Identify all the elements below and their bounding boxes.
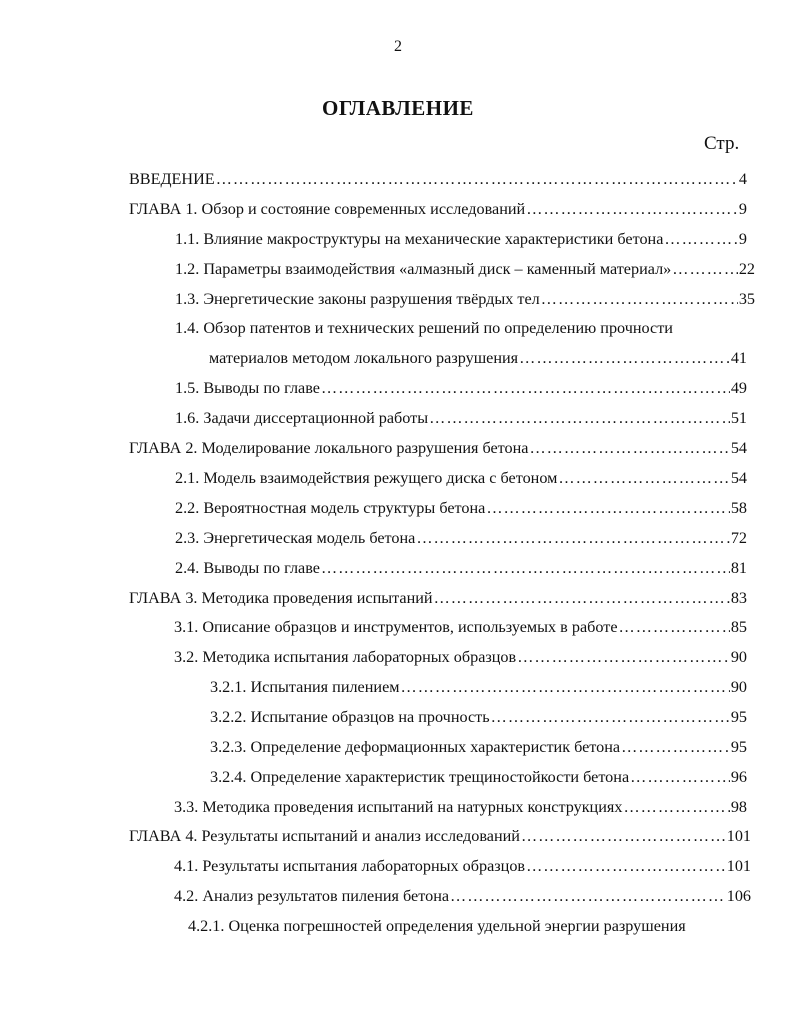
toc-entry[interactable] (175, 403, 747, 433)
toc-entry[interactable] (210, 702, 747, 732)
toc-leader (216, 164, 738, 194)
toc-entry-text: 4.1. Результаты испытания лабораторных образцов (174, 857, 526, 875)
toc-entry-text: 1.2. Параметры взаимодействия «алмазный диск – каменный материал» (175, 260, 672, 278)
toc-leader (619, 612, 730, 642)
toc-leader (558, 463, 729, 493)
toc-entry-page: 83 (730, 589, 747, 607)
toc-entry-page: 101 (726, 857, 751, 875)
toc-entry[interactable] (129, 583, 747, 613)
page-column-label: Стр. (704, 133, 740, 154)
toc-leader (486, 493, 729, 523)
toc-entry[interactable] (175, 284, 755, 314)
toc-leader (664, 224, 738, 254)
toc-leader (541, 284, 738, 314)
toc-entry-text: 2.4. Выводы по главе (175, 559, 320, 577)
toc-leader (450, 881, 726, 911)
toc-entry-page: 35 (738, 290, 755, 308)
toc-leader (621, 732, 730, 762)
toc-leader (519, 343, 730, 373)
toc-entry[interactable] (129, 433, 747, 463)
toc-entry-page: 90 (730, 648, 747, 666)
toc-leader (623, 792, 729, 822)
toc-entry-text: ГЛАВА 2. Моделирование локального разрушения бетона (129, 439, 529, 457)
toc-entry-text: 2.2. Вероятностная модель структуры бетона (175, 499, 486, 517)
toc-entry-text-continued: материалов методом локального разрушения (209, 349, 519, 367)
toc-leader (521, 821, 726, 851)
toc-entry[interactable] (129, 194, 747, 224)
toc-leader (321, 553, 730, 583)
toc-entry-text: 1.5. Выводы по главе (175, 379, 320, 397)
toc-entry-page: 95 (730, 708, 747, 726)
toc-entry-text: ВВЕДЕНИЕ (129, 170, 215, 188)
toc-entry-page: 22 (738, 260, 755, 278)
toc-leader (526, 194, 738, 224)
toc-entry-text: 3.2.3. Определение деформационных характеристик бетона (210, 738, 621, 756)
toc-entry-page: 51 (730, 409, 747, 427)
toc-entry-page: 90 (730, 678, 747, 696)
toc-entry-text: 3.1. Описание образцов и инструментов, используемых в работе (174, 618, 618, 636)
toc-entry-text[interactable]: 4.2.1. Оценка погрешностей определения удельной энергии разрушения (188, 917, 686, 935)
toc-leader (321, 373, 730, 403)
toc-entry[interactable] (175, 373, 747, 403)
toc-entry-page: 41 (730, 349, 747, 367)
toc-entry[interactable] (174, 612, 747, 642)
toc-entry-page: 9 (738, 230, 747, 248)
toc-entry[interactable] (174, 881, 751, 911)
toc-entry-text: 1.1. Влияние макроструктуры на механические характеристики бетона (175, 230, 664, 248)
toc-entry-page: 106 (726, 887, 751, 905)
page-title: ОГЛАВЛЕНИЕ (322, 96, 474, 120)
toc-entry-text: ГЛАВА 1. Обзор и состояние современных исследований (129, 200, 526, 218)
toc-leader (630, 762, 730, 792)
toc-entry[interactable] (129, 164, 747, 194)
toc-entry[interactable] (175, 224, 747, 254)
toc-entry-text: 3.2. Методика испытания лабораторных образцов (174, 648, 517, 666)
toc-entry-text: 2.3. Энергетическая модель бетона (175, 529, 416, 547)
toc-entry[interactable] (174, 851, 751, 881)
toc-entry[interactable] (174, 642, 747, 672)
toc-entry[interactable] (129, 821, 751, 851)
toc-entry-text[interactable]: 1.4. Обзор патентов и технических решений по определению прочности (175, 319, 673, 337)
toc-entry-page: 9 (738, 200, 747, 218)
toc-leader (491, 702, 730, 732)
toc-entry-page: 58 (730, 499, 747, 517)
toc-entry-page: 49 (730, 379, 747, 397)
toc-entry-text: 3.2.4. Определение характеристик трещиностойкости бетона (210, 768, 630, 786)
toc-leader (517, 642, 730, 672)
toc-entry-text: 4.2. Анализ результатов пиления бетона (174, 887, 450, 905)
toc-entry[interactable] (210, 672, 747, 702)
toc-entry[interactable] (210, 732, 747, 762)
toc-leader (434, 583, 730, 613)
toc-entry-text: 3.2.1. Испытания пилением (210, 678, 400, 696)
toc-entry[interactable] (175, 463, 747, 493)
toc-entry-page: 54 (730, 469, 747, 487)
toc-entry-page: 72 (730, 529, 747, 547)
toc-entry-text: ГЛАВА 4. Результаты испытаний и анализ исследований (129, 827, 520, 845)
toc-entry[interactable] (210, 762, 747, 792)
toc-entry[interactable] (175, 553, 747, 583)
toc-leader (526, 851, 726, 881)
toc-entry[interactable] (174, 792, 747, 822)
toc-leader (416, 523, 729, 553)
toc-entry-text: 1.3. Энергетические законы разрушения твёрдых тел (175, 290, 540, 308)
page-number: 2 (394, 38, 402, 55)
toc-entry-page: 101 (726, 827, 751, 845)
toc-leader (429, 403, 730, 433)
toc-entry[interactable] (175, 493, 747, 523)
toc-leader (401, 672, 730, 702)
toc-entry-page: 95 (730, 738, 747, 756)
toc-entry-text: 3.3. Методика проведения испытаний на натурных конструкциях (174, 798, 623, 816)
toc-entry-page: 81 (730, 559, 747, 577)
toc-entry-text: 3.2.2. Испытание образцов на прочность (210, 708, 490, 726)
toc-entry-page: 54 (730, 439, 747, 457)
toc-entry-page: 85 (730, 618, 747, 636)
toc-entry[interactable] (175, 254, 755, 284)
toc-entry[interactable] (175, 523, 747, 553)
toc-leader (672, 254, 738, 284)
toc-entry-page: 98 (730, 798, 747, 816)
toc-entry-text: 1.6. Задачи диссертационной работы (175, 409, 429, 427)
toc-entry-text: 2.1. Модель взаимодействия режущего диска с бетоном (175, 469, 558, 487)
toc-entry[interactable] (209, 343, 747, 373)
toc-entry-text: ГЛАВА 3. Методика проведения испытаний (129, 589, 433, 607)
toc-leader (529, 433, 729, 463)
toc-entry-page: 96 (730, 768, 747, 786)
toc-entry-page: 4 (738, 170, 747, 188)
